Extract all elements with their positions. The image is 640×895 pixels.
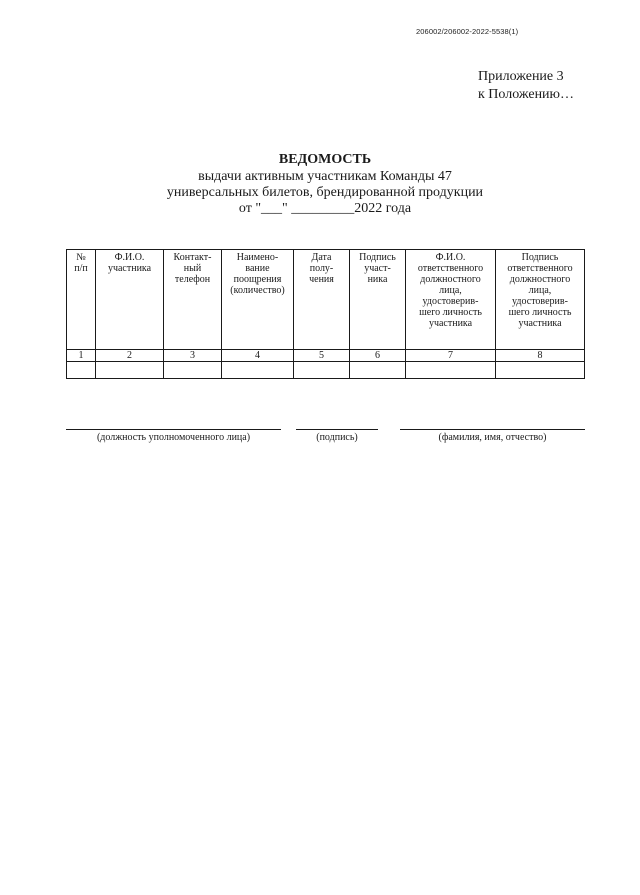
name-signature-line — [400, 429, 585, 430]
column-number: 3 — [164, 350, 222, 362]
empty-cell — [164, 362, 222, 379]
empty-cell — [294, 362, 350, 379]
position-signature-line — [66, 429, 281, 430]
signature-line — [296, 429, 378, 430]
register-table — [66, 249, 585, 379]
column-number: 5 — [294, 350, 350, 362]
table-number-row — [67, 350, 585, 362]
signature-caption: (подпись) — [316, 432, 358, 443]
document-title — [110, 152, 540, 217]
column-number: 8 — [496, 350, 585, 362]
document-id: 206002/206002-2022-5538(1) — [416, 27, 519, 36]
header-cell-participant-name: Ф.И.О. участника — [96, 250, 164, 350]
column-number: 2 — [96, 350, 164, 362]
empty-cell — [406, 362, 496, 379]
column-number: 1 — [67, 350, 96, 362]
title-heading: ВЕДОМОСТЬ — [278, 152, 372, 167]
name-caption: (фамилия, имя, отчество) — [438, 432, 547, 443]
header-cell-participant-signature: Подпись участ- ника — [350, 250, 406, 350]
empty-cell — [67, 362, 96, 379]
column-number: 7 — [406, 350, 496, 362]
header-cell-official-name: Ф.И.О. ответственного должностного лица, удостоверив- шего личность участника — [406, 250, 496, 350]
appendix-line-2: к Положению… — [478, 87, 575, 102]
header-cell-number: № п/п — [67, 250, 96, 350]
table-row — [67, 362, 585, 379]
appendix-reference — [478, 68, 574, 104]
appendix-line-1: Приложение 3 — [478, 69, 564, 84]
empty-cell — [96, 362, 164, 379]
header-cell-reward: Наимено- вание поощрения (количество) — [222, 250, 294, 350]
title-line-3: от "___" _________2022 года — [238, 201, 412, 216]
header-cell-phone: Контакт- ный телефон — [164, 250, 222, 350]
title-line-1: выдачи активным участникам Команды 47 — [198, 169, 452, 184]
empty-cell — [496, 362, 585, 379]
header-cell-date: Дата полу- чения — [294, 250, 350, 350]
table-header-row — [67, 250, 585, 350]
column-number: 4 — [222, 350, 294, 362]
column-number: 6 — [350, 350, 406, 362]
empty-cell — [222, 362, 294, 379]
empty-cell — [350, 362, 406, 379]
position-caption: (должность уполномоченного лица) — [96, 432, 251, 443]
title-line-2: универсальных билетов, брендированной продукции — [166, 185, 484, 200]
header-cell-official-signature: Подпись ответственного должностного лица, удостоверив- шего личность участника — [496, 250, 585, 350]
